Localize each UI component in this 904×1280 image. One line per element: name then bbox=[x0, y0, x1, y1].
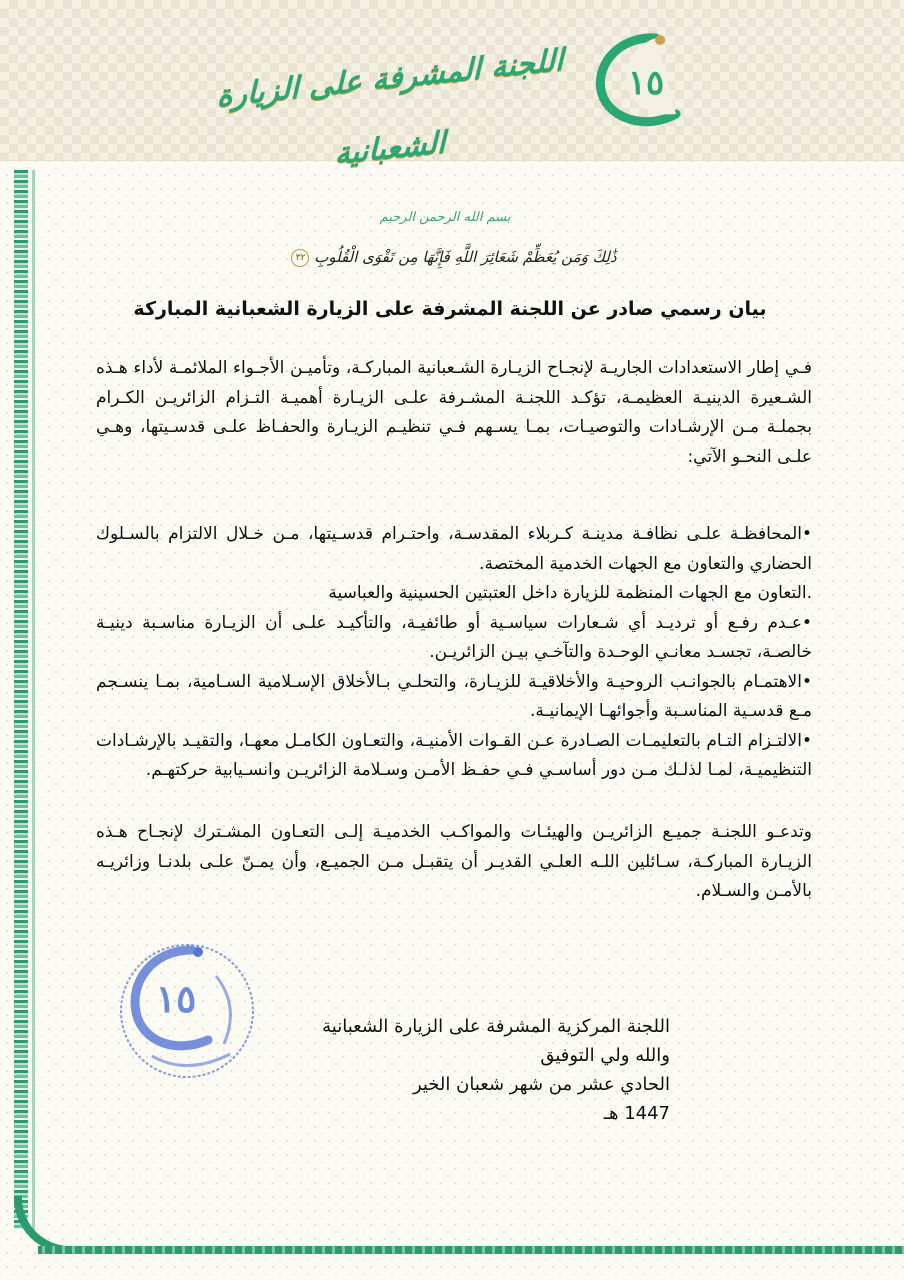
closing-paragraph: وتدعـو اللجنـة جميـع الزائريـن والهيئـات والمواكـب الخدميـة إلـى التعـاون المشـترك لإنجـاح هـذه الزيـارة المباركـة، سـائلين اللـه العلـي القديـر أن يتقبـل مـن الجميـع، وأن يمـنّ علـى بلدنـا وزائريـه بالأمـن والسـلام. bbox=[96, 822, 812, 901]
signature-date: الحادي عشر من شهر شعبان الخير bbox=[412, 1074, 670, 1095]
committee-stamp-icon bbox=[112, 936, 262, 1086]
signature-block bbox=[280, 1012, 670, 1128]
letterhead-title: اللجنة المشرفة على الزيارة الشعبانية bbox=[216, 42, 564, 172]
guideline-item: •المحافظـة علـى نظافـة مدينـة كـربلاء المقدسـة، واحتـرام قدسـيتها، مـن خـلال الالتزام بالسـلوك الحضاري والتعاون مع الجهات الخدمية المختصة. bbox=[96, 524, 812, 574]
letterhead bbox=[0, 0, 904, 172]
svg-text:١٥: ١٥ bbox=[155, 976, 197, 1021]
verse-text: ذَٰلِكَ وَمَن يُعَظِّمْ شَعَائِرَ اللَّهِ فَإِنَّهَا مِن تَقْوَى الْقُلُوبِ bbox=[314, 248, 617, 266]
guideline-item: .التعاون مع الجهات المنظمة للزيارة داخل العتبتين الحسينية والعباسية bbox=[328, 583, 812, 603]
decorative-side-line bbox=[32, 170, 35, 1230]
signature-closing: والله ولي التوفيق bbox=[540, 1045, 670, 1066]
guideline-item: •عـدم رفـع أو ترديـد أي شـعارات سياسـية أو طائفيـة، والتأكيـد علـى أن الزيـارة مناسـبة دينيـة خالصـة، تجسـد معانـي الوحـدة والتآخـي بيـن الزائريـن. bbox=[96, 612, 812, 662]
committee-logo-icon bbox=[586, 28, 698, 132]
quran-verse bbox=[284, 248, 620, 280]
decorative-bottom-border bbox=[38, 1246, 904, 1254]
statement-title: بيان رسمي صادر عن اللجنة المشرفة على الزيارة الشعبانية المباركة bbox=[133, 298, 767, 320]
intro-paragraph: فـي إطار الاستعدادات الجاريـة لإنجـاح الزيـارة الشـعبانية المباركـة، وتأميـن الأجـواء الملائمـة لأداء هـذه الشـعيرة الدينيـة العظيمـة، تؤكـد اللجنـة المشـرفة علـى الزيـارة أهميـة التـزام الزائريـن الكـرام بجملـة مـن الإرشـادات والتوصيـات، بمـا يسـهم فـي تنظيـم الزيـارة والحفـاظ علـى قدسـيتها، وهـي علـى النحـو الآتي: bbox=[96, 358, 812, 467]
guidelines-list bbox=[96, 520, 812, 786]
verse-number: ٣٢ bbox=[291, 249, 309, 267]
basmala: بسم الله الرحمن الرحيم bbox=[379, 210, 511, 225]
signature-year: 1447 هـ bbox=[603, 1103, 670, 1124]
guideline-item: •الالتـزام التـام بالتعليمـات الصـادرة عـن القـوات الأمنيـة، والتعـاون الكامـل معهـا، والتقيـد بالإرشـادات التنظيميـة، لمـا لذلـك مـن دور أساسـي فـي حفـظ الأمـن وسـلامة الزائريـن وانسـيابية حركتهـم. bbox=[96, 730, 812, 780]
guideline-item: •الاهتمـام بالجوانـب الروحيـة والأخلاقيـة للزيـارة، والتحلـي بـالأخلاق الإسـلامية السـامية، بمـا ينسـجم مـع قدسـية المناسـبة وأجوائهـا الإيمانيـة. bbox=[96, 671, 812, 721]
signature-committee: اللجنة المركزية المشرفة على الزيارة الشعبانية bbox=[322, 1016, 670, 1037]
decorative-side-border bbox=[14, 170, 28, 1230]
logo-numeral: ١٥ bbox=[627, 63, 665, 103]
